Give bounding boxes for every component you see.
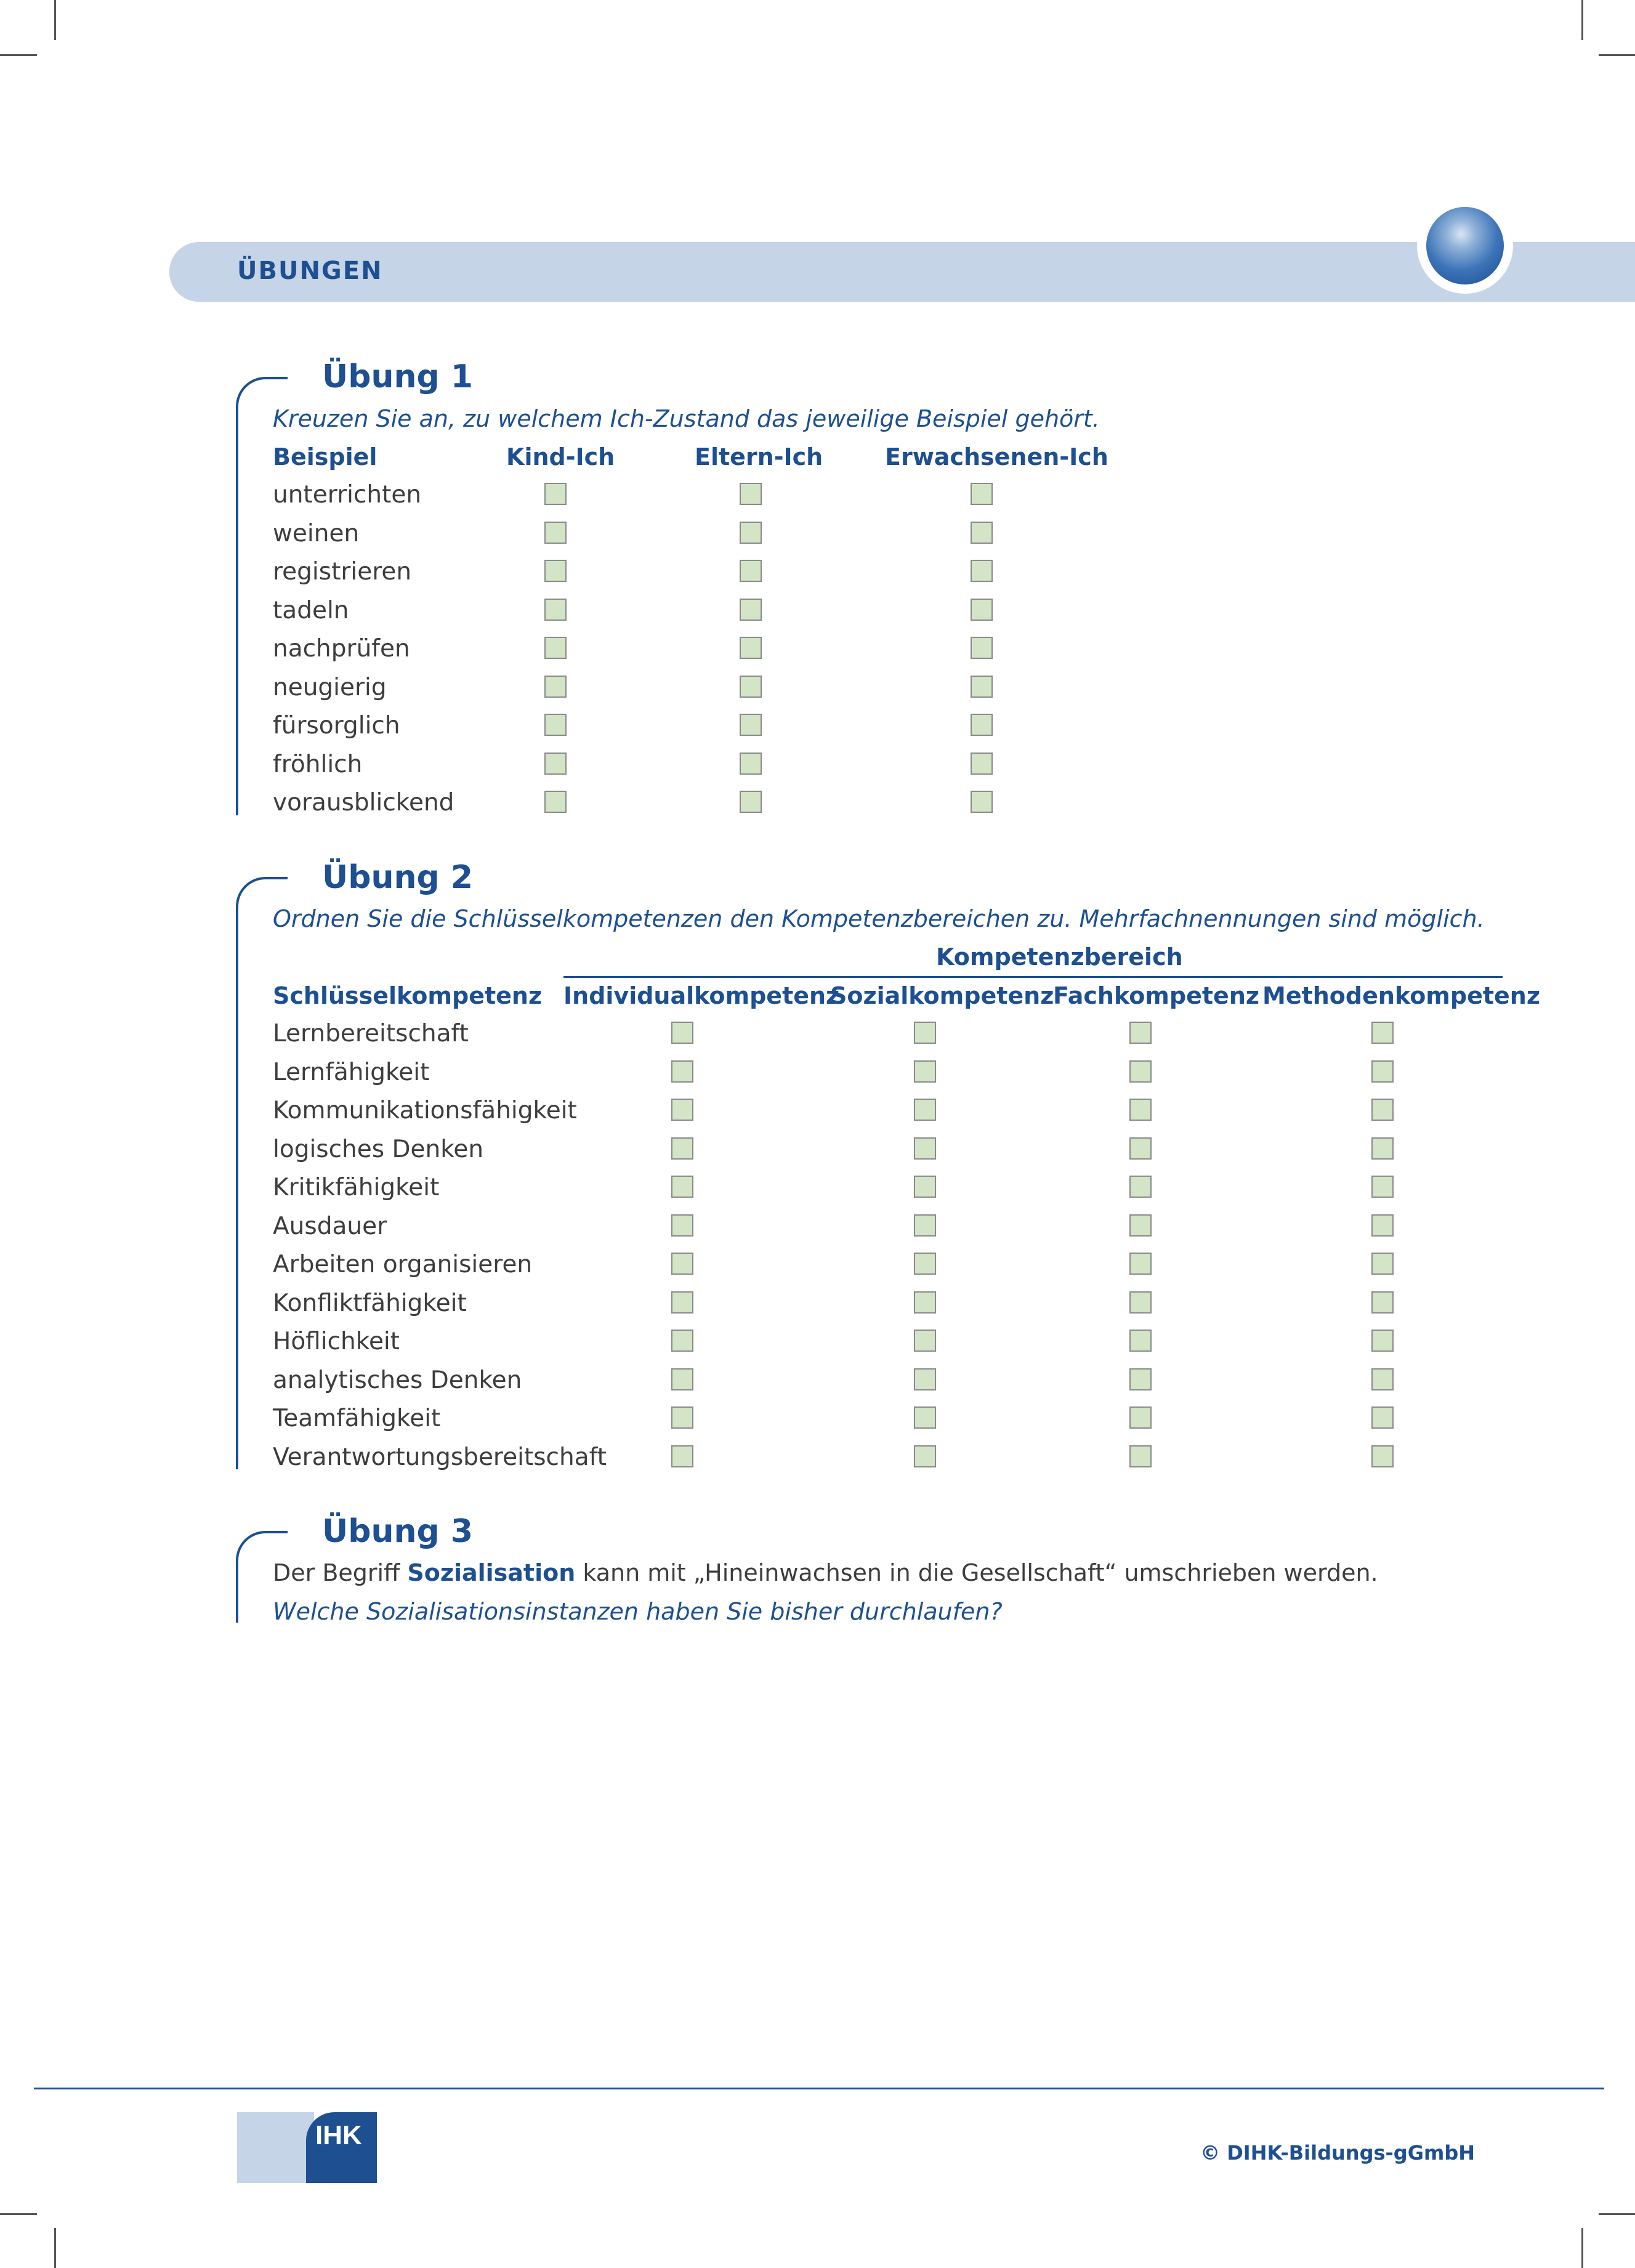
checkbox[interactable] [740,599,762,621]
row-label: nachprüfen [273,635,410,663]
checkbox[interactable] [740,637,762,659]
row-label: weinen [273,519,360,547]
sphere-badge-icon [1426,207,1504,285]
ex2-group-header: Kompetenzbereich [936,943,1183,971]
checkbox[interactable] [1371,1291,1394,1314]
checkbox[interactable] [671,1330,693,1352]
checkbox[interactable] [914,1291,936,1314]
exercise3-question: Welche Sozialisationsinstanzen haben Sie bisher durchlaufen? [273,1598,1003,1625]
exercise3-text-after: kann mit „Hineinwachsen in die Gesellschaft“ umschrieben werden. [575,1559,1378,1586]
checkbox[interactable] [1129,1330,1152,1352]
checkbox[interactable] [1129,1291,1152,1314]
checkbox[interactable] [671,1176,693,1198]
row-label: Konfliktfähigkeit [273,1289,467,1317]
checkbox[interactable] [544,753,567,775]
checkbox[interactable] [971,676,993,698]
checkbox[interactable] [971,791,993,813]
checkbox[interactable] [1129,1176,1152,1198]
exercise3-text [273,1558,1378,1588]
ex2-col-methodenkompetenz: Methodenkompetenz [1262,982,1540,1009]
checkbox[interactable] [671,1099,693,1121]
checkbox[interactable] [971,637,993,659]
row-label: fürsorglich [273,712,400,740]
checkbox[interactable] [544,676,567,698]
checkbox[interactable] [1371,1137,1394,1160]
crop-mark [0,2213,37,2215]
checkbox[interactable] [914,1137,936,1160]
checkbox[interactable] [544,599,567,621]
exercise2-title: Übung 2 [322,859,473,896]
checkbox[interactable] [914,1176,936,1198]
checkbox[interactable] [1371,1368,1394,1390]
row-label: Lernfähigkeit [273,1058,430,1086]
checkbox[interactable] [914,1214,936,1237]
checkbox[interactable] [971,483,993,505]
checkbox[interactable] [740,560,762,582]
checkbox[interactable] [740,522,762,544]
checkbox[interactable] [914,1022,936,1044]
ex2-col-sozialkompetenz: Sozialkompetenz [830,982,1054,1009]
row-label: tadeln [273,596,349,624]
ex2-col-fachkompetenz: Fachkompetenz [1053,982,1259,1009]
checkbox[interactable] [544,522,567,544]
ihk-logo-text: IHK [315,2120,362,2150]
checkbox[interactable] [971,560,993,582]
checkbox[interactable] [1371,1176,1394,1198]
row-label: analytisches Denken [273,1366,522,1394]
crop-mark [54,2228,56,2268]
ex1-col-beispiel: Beispiel [273,443,377,470]
checkbox[interactable] [971,522,993,544]
row-label: Kritikfähigkeit [273,1174,440,1201]
checkbox[interactable] [671,1445,693,1467]
checkbox[interactable] [1129,1445,1152,1467]
checkbox[interactable] [1371,1099,1394,1121]
checkbox[interactable] [914,1099,936,1121]
checkbox[interactable] [740,483,762,505]
row-label: Verantwortungsbereitschaft [273,1443,607,1471]
checkbox[interactable] [1129,1137,1152,1160]
checkbox[interactable] [544,714,567,736]
ex1-col-erwachsenen-ich: Erwachsenen-Ich [885,443,1108,470]
exercise3-term: Sozialisation [407,1559,576,1586]
exercise1-title: Übung 1 [322,358,473,395]
checkbox[interactable] [1129,1406,1152,1429]
checkbox[interactable] [1129,1099,1152,1121]
checkbox[interactable] [740,676,762,698]
checkbox[interactable] [914,1330,936,1352]
checkbox[interactable] [740,753,762,775]
checkbox[interactable] [914,1060,936,1083]
crop-mark [1581,2228,1583,2268]
row-label: fröhlich [273,750,363,778]
checkbox[interactable] [1371,1214,1394,1237]
checkbox[interactable] [671,1406,693,1429]
checkbox[interactable] [740,714,762,736]
row-label: neugierig [273,673,387,701]
footer-rule [34,2088,1604,2089]
checkbox[interactable] [544,483,567,505]
exercise1-instruction: Kreuzen Sie an, zu welchem Ich-Zustand das jeweilige Beispiel gehört. [273,405,1100,432]
exercise3-title: Übung 3 [322,1513,473,1550]
row-label: Höflichkeit [273,1328,400,1355]
ihk-logo-light-block [237,2112,314,2183]
checkbox[interactable] [671,1214,693,1237]
row-label: vorausblickend [273,789,454,817]
checkbox[interactable] [1371,1253,1394,1275]
row-label: Kommunikationsfähigkeit [273,1097,577,1124]
ex1-col-kind-ich: Kind-Ich [506,443,615,470]
checkbox[interactable] [914,1368,936,1390]
checkbox[interactable] [740,791,762,813]
checkbox[interactable] [971,599,993,621]
checkbox[interactable] [971,714,993,736]
ex2-col-individualkompetenz: Individualkompetenz [563,982,840,1009]
checkbox[interactable] [1129,1368,1152,1390]
exercise3-text-before: Der Begriff [273,1559,408,1586]
checkbox[interactable] [1371,1022,1394,1044]
crop-mark [54,0,56,40]
page-title: ÜBUNGEN [237,257,383,285]
crop-mark [1599,54,1635,56]
checkbox[interactable] [914,1406,936,1429]
checkbox[interactable] [1371,1445,1394,1467]
row-label: Ausdauer [273,1212,387,1240]
checkbox[interactable] [544,560,567,582]
checkbox[interactable] [1371,1060,1394,1083]
checkbox[interactable] [914,1445,936,1467]
row-label: Arbeiten organisieren [273,1251,533,1278]
checkbox[interactable] [671,1291,693,1314]
crop-mark [1599,2213,1635,2215]
ex1-col-eltern-ich: Eltern-Ich [695,443,823,470]
checkbox[interactable] [1129,1253,1152,1275]
row-label: Lernbereitschaft [273,1020,469,1047]
checkbox[interactable] [1129,1214,1152,1237]
checkbox[interactable] [544,637,567,659]
checkbox[interactable] [1371,1330,1394,1352]
checkbox[interactable] [671,1137,693,1160]
row-label: logisches Denken [273,1135,484,1163]
checkbox[interactable] [1129,1060,1152,1083]
crop-mark [1581,0,1583,40]
checkbox[interactable] [671,1253,693,1275]
checkbox[interactable] [971,753,993,775]
ex2-col-schluesselkompetenz: Schlüsselkompetenz [273,982,543,1009]
checkbox[interactable] [671,1368,693,1390]
checkbox[interactable] [1129,1022,1152,1044]
row-label: registrieren [273,558,412,586]
row-label: unterrichten [273,481,422,509]
checkbox[interactable] [544,791,567,813]
checkbox[interactable] [671,1060,693,1083]
checkbox[interactable] [914,1253,936,1275]
checkbox[interactable] [671,1022,693,1044]
copyright: © DIHK-Bildungs-gGmbH [1200,2141,1475,2165]
row-label: Teamfähigkeit [273,1405,441,1432]
ex2-group-rule [563,976,1503,978]
checkbox[interactable] [1371,1406,1394,1429]
header-band [169,242,1635,302]
exercise2-instruction: Ordnen Sie die Schlüsselkompetenzen den Kompetenzbereichen zu. Mehrfachnennungen sind möglich. [273,905,1485,932]
crop-mark [0,54,37,56]
